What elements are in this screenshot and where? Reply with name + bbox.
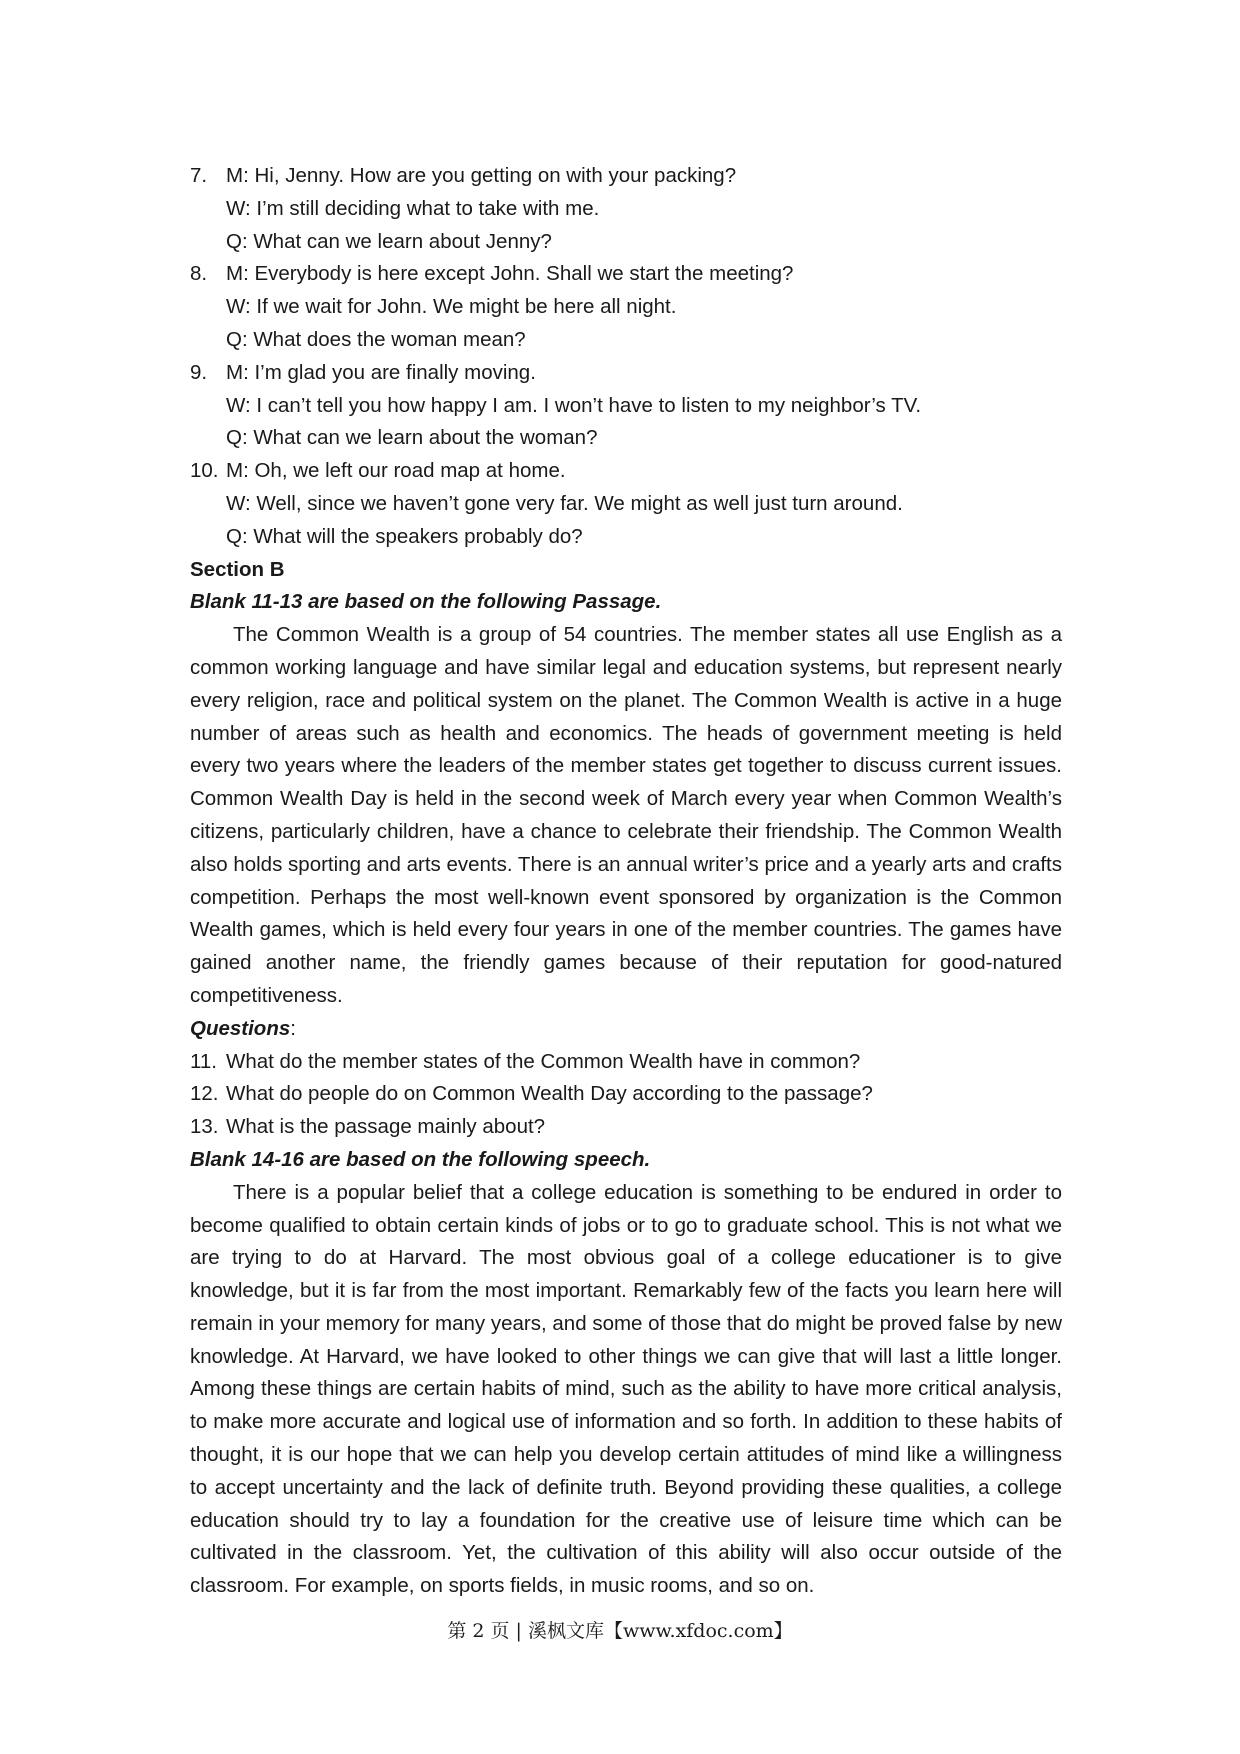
woman-line: W: Well, since we haven’t gone very far. We might as well just turn around. — [226, 491, 903, 515]
question-text: What is the passage mainly about? — [226, 1115, 546, 1139]
man-line: M: Hi, Jenny. How are you getting on with your packing? — [226, 164, 737, 187]
woman-line: W: I can’t tell you how happy I am. I won’t have to listen to my neighbor’s TV. — [226, 393, 922, 417]
dialogue-item — [190, 455, 1062, 488]
woman-line: W: If we wait for John. We might be here all night. — [226, 295, 677, 319]
passage-heading: Blank 11-13 are based on the following Passage. — [190, 590, 662, 614]
question-item — [190, 1111, 1062, 1144]
question-line: Q: What will the speakers probably do? — [226, 524, 583, 548]
page-footer: 第 2 页 | 溪枫文库【www.xfdoc.com】 — [447, 1620, 793, 1642]
man-line: M: I’m glad you are finally moving. — [226, 360, 536, 384]
question-line: Q: What can we learn about the woman? — [226, 426, 598, 450]
dialogue-item — [190, 258, 1062, 291]
question-line: Q: What does the woman mean? — [226, 327, 526, 351]
section-heading: Section B — [190, 557, 285, 581]
question-item — [190, 1078, 1062, 1111]
speech-heading: Blank 14-16 are based on the following speech. — [190, 1147, 651, 1171]
questions-colon: : — [290, 1016, 296, 1040]
man-line: M: Oh, we left our road map at home. — [226, 459, 566, 483]
question-item — [190, 1046, 1062, 1079]
question-line: Q: What can we learn about Jenny? — [226, 229, 552, 253]
item-number: 7. — [190, 164, 208, 187]
questions-heading — [190, 1013, 1062, 1046]
item-number: 10. — [190, 459, 219, 483]
questions-label: Questions — [190, 1016, 291, 1040]
woman-line: W: I’m still deciding what to take with me. — [226, 196, 600, 220]
dialogue-item — [190, 357, 1062, 390]
item-number: 9. — [190, 360, 208, 384]
speech-paragraph: There is a popular belief that a college education is something to be endured in order to become qualified to obtain certain kinds of jobs or to go to graduate school. This is not what we are trying to do at Harvard. The most obvious goal of a college educationer is to give knowledge, but it is far from the most important. Remarkably few of the facts you learn here will remain in your memory for many years, and some of those that do might be proved false by new knowledge. At Harvard, we have looked to other things we can give that will last a little longer. Among these things are certain habits of mind, such as the ability to have more critical analysis, to make more accurate and logical use of information and so forth. In addition to these habits of thought, it is our hope that we can help you develop certain attitudes of mind like a willingness to accept uncertainty and the lack of definite truth. Beyond providing these qualities, a college education should try to lay a foundation for the creative use of leisure time which can be cultivated in the classroom. Yet, the cultivation of this ability will also occur outside of the classroom. For example, on sports fields, in music rooms, and so on. — [190, 1180, 1062, 1598]
passage-paragraph: The Common Wealth is a group of 54 countries. The member states all use English as a common working language and have similar legal and education systems, but represent nearly every religion, race and political system on the planet. The Common Wealth is active in a huge number of areas such as health and economics. The heads of government meeting is held every two years where the leaders of the member states get together to discuss current issues. Common Wealth Day is held in the second week of March every year when Common Wealth’s citizens, particularly children, have a chance to celebrate their friendship. The Common Wealth also holds sporting and arts events. There is an annual writer’s price and a yearly arts and crafts competition. Perhaps the most well-known event sponsored by organization is the Common Wealth games, which is held every four years in one of the member countries. The games have gained another name, the friendly games because of their reputation for good-natured competitiveness. — [190, 623, 1062, 1007]
question-number: 13. — [190, 1115, 219, 1139]
question-text: What do the member states of the Common Wealth have in common? — [226, 1049, 861, 1073]
question-number: 12. — [190, 1082, 219, 1106]
question-number: 11. — [190, 1049, 217, 1073]
item-number: 8. — [190, 262, 208, 286]
dialogue-item — [190, 160, 1062, 193]
man-line: M: Everybody is here except John. Shall we start the meeting? — [226, 262, 794, 286]
question-text: What do people do on Common Wealth Day according to the passage? — [226, 1082, 873, 1106]
document-body — [190, 160, 1062, 1603]
